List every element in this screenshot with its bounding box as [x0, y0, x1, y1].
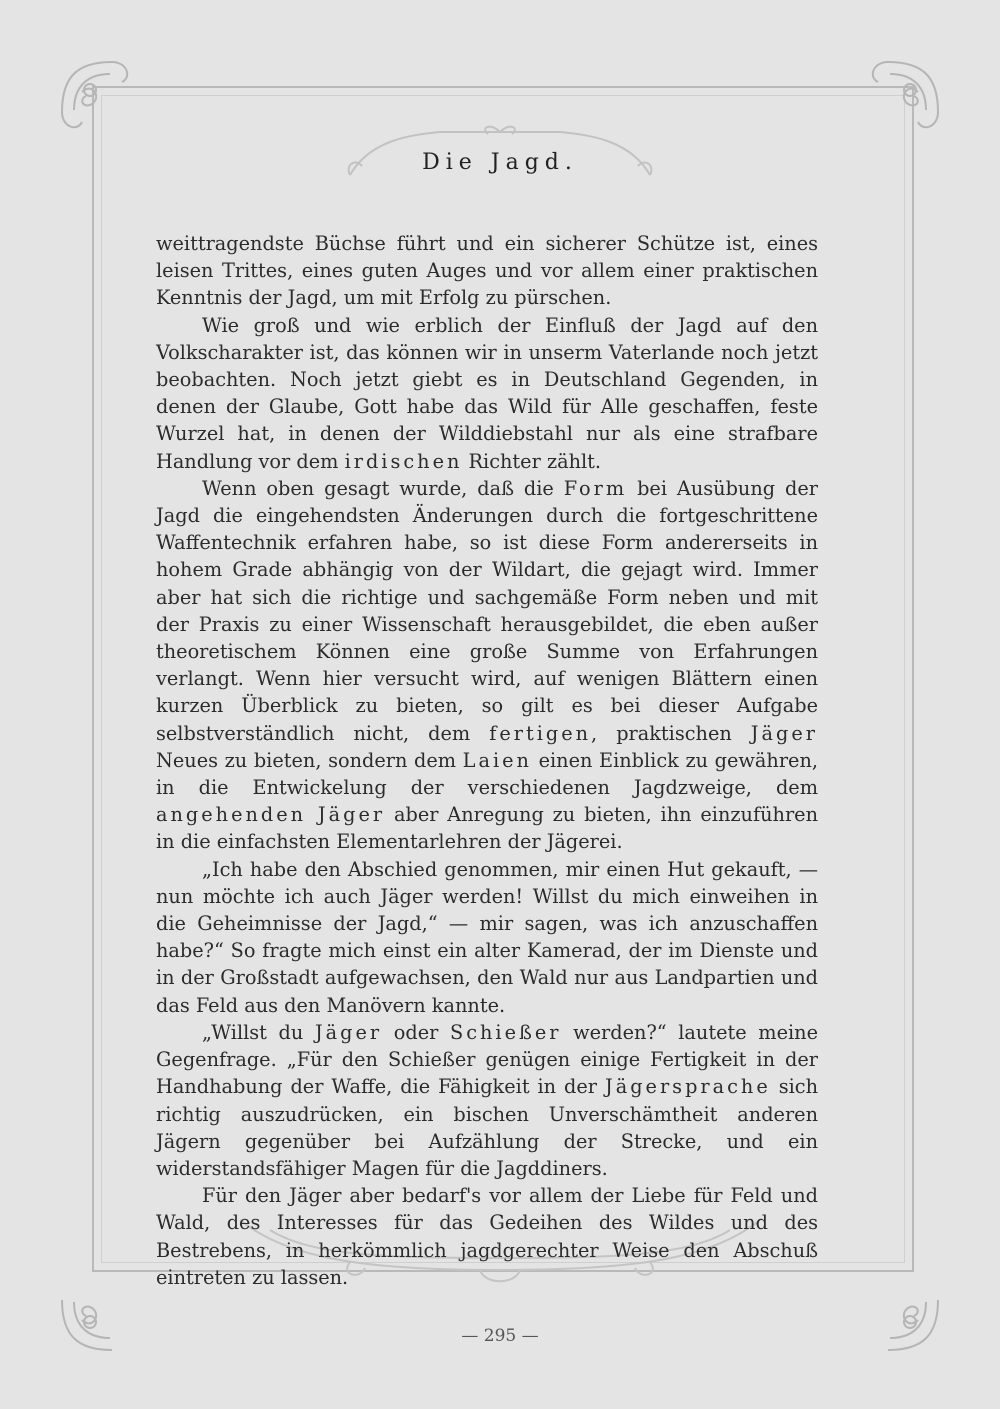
text-run: „Willst du	[202, 1020, 315, 1044]
text-run: aber Anregung zu bieten, ihn einzuführen in die einfachsten Elementarlehren der Jägerei.	[156, 803, 818, 854]
text-run: , praktischen	[591, 721, 751, 745]
text-run: Richter zählt.	[462, 449, 602, 473]
page-number: — 295 —	[461, 1326, 539, 1346]
emphasis-spaced: Schießer	[450, 1020, 562, 1044]
emphasis-spaced: Jäger	[750, 721, 818, 745]
emphasis-spaced: Jägersprache	[604, 1075, 771, 1099]
emphasis-spaced: Form	[563, 476, 628, 500]
paragraph	[156, 230, 818, 312]
emphasis-spaced: angehenden Jäger	[156, 803, 386, 827]
body-text	[156, 230, 818, 1291]
text-run: oder	[382, 1020, 450, 1044]
emphasis-spaced: fertigen	[489, 721, 592, 745]
text-run: bei Ausübung der Jagd die eingehendsten Änderungen durch die fortgeschrittene Waffentechnik erfahren habe, so ist diese Form andererseits in hohem Grade abhängig von der Wildart, die gejagt wird. Immer aber hat sich die richtige und sachgemäße Form neben und mit der Praxis zu einer Wissenschaft herausgebildet, die eben außer theoretischem Können eine große Summe von Erfahrungen verlangt. Wenn hier versucht wird, auf wenigen Blättern einen kurzen Überblick zu bieten, so gilt es bei dieser Aufgabe selbstverständlich nicht, dem	[156, 476, 818, 745]
paragraph	[156, 312, 818, 475]
text-run: einen Einblick zu gewähren, in die Entwickelung der verschiedenen Jagdzweige, dem	[156, 748, 818, 800]
text-run: Neues zu bieten, sondern dem	[156, 748, 463, 772]
emphasis-spaced: Jäger	[314, 1020, 383, 1044]
text-run: Wenn oben gesagt wurde, daß die	[202, 476, 564, 500]
emphasis-spaced: Laien	[462, 748, 532, 772]
paragraph	[156, 856, 818, 1019]
text-run: „Ich habe den Abschied genommen, mir einen Hut gekauft, — nun möchte ich auch Jäger werden! Willst du mich einweihen in die Geheimnisse der Jagd,“ — mir sagen, was ich anzuschaffen habe?“ So fragte mich einst ein alter Kamerad, der im Dienste und in der Großstadt aufgewachsen, den Wald nur aus Landpartien und das Feld aus den Manövern kannte.	[156, 857, 818, 1017]
running-title: Die Jagd.	[422, 150, 578, 175]
text-run: Wie groß und wie erblich der Einfluß der Jagd auf den Volkscharakter ist, das können wir in unserm Vaterlande noch jetzt beobachten. Noch jetzt giebt es in Deutschland Gegenden, in denen der Glaube, Gott habe das Wild für Alle geschaffen, feste Wurzel hat, in denen der Wilddiebstahl nur als eine strafbare Handlung vor dem	[156, 313, 818, 473]
text-run: werden?“ lautete meine Gegenfrage. „Für den Schießer genügen einige Fertigkeit in der Handhabung der Waffe, die Fähigkeit in der	[156, 1020, 818, 1099]
paragraph	[156, 475, 818, 856]
paragraph	[156, 1182, 818, 1291]
emphasis-spaced: irdischen	[344, 449, 463, 473]
text-run: sich richtig auszudrücken, ein bischen Unverschämtheit anderen Jägern gegenüber bei Aufzählung der Strecke, und ein widerstandsfähiger Magen für die Jagddiners.	[156, 1075, 818, 1180]
text-run: weittragendste Büchse führt und ein sicherer Schütze ist, eines leisen Trittes, eines guten Auges und vor allem einer praktischen Kenntnis der Jagd, um mit Erfolg zu pürschen.	[156, 232, 818, 310]
text-run: Für den Jäger aber bedarf's vor allem der Liebe für Feld und Wald, des Interesses für das Gedeihen des Wildes und des Bestrebens, in herkömmlich jagdgerechter Weise den Abschuß eintreten zu lassen.	[156, 1184, 818, 1289]
paragraph	[156, 1019, 818, 1182]
